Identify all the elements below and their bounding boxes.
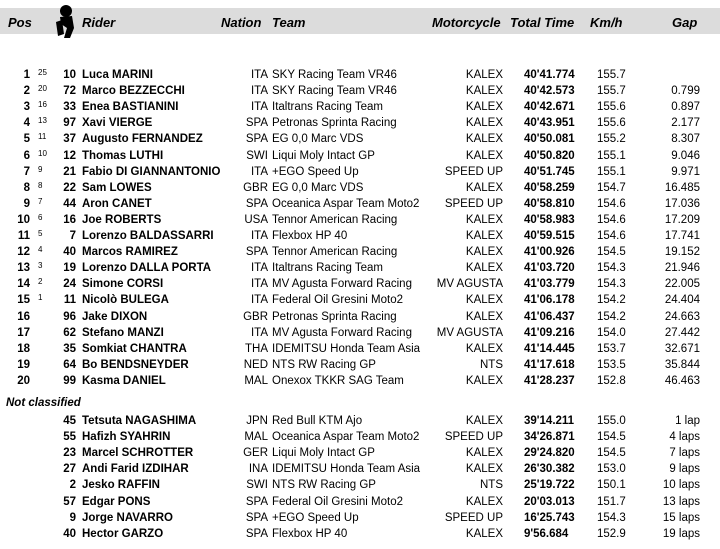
rider-name: Hafizh SYAHRIN (82, 431, 171, 444)
gap-to-leader: 27.442 (664, 326, 700, 339)
rider-nation: ITA (250, 69, 268, 81)
average-speed: 155.2 (597, 133, 626, 146)
gap-to-leader: 9 laps (669, 463, 700, 476)
average-speed: 155.6 (597, 117, 626, 130)
gap-to-leader: 19.152 (664, 246, 700, 259)
average-speed: 154.7 (597, 181, 626, 194)
rider-name: Somkiat CHANTRA (82, 342, 187, 355)
grid-position: 7 (38, 196, 43, 206)
rider-name: Fabio DI GIANNANTONIO (82, 165, 221, 178)
rider-number: 19 (63, 262, 76, 275)
team-name: Italtrans Racing Team (272, 262, 384, 275)
rider-name: Joe ROBERTS (82, 213, 162, 226)
table-row (0, 526, 720, 542)
average-speed: 152.9 (597, 527, 626, 540)
gap-to-leader: 0.799 (671, 85, 700, 98)
motorcycle-rider-icon (52, 4, 78, 40)
gap-to-leader: 17.209 (664, 213, 700, 226)
rider-number: 97 (63, 117, 76, 130)
row-position: 13 (17, 262, 30, 275)
total-time: 40'58.810 (524, 197, 575, 210)
rider-name: Luca MARINI (82, 69, 153, 81)
average-speed: 154.2 (597, 294, 626, 307)
rider-name: Marco BEZZECCHI (82, 85, 185, 98)
row-position: 20 (17, 374, 30, 387)
grid-position: 25 (38, 68, 47, 77)
average-speed: 155.7 (597, 69, 626, 81)
rider-nation: GBR (243, 181, 268, 194)
motorcycle-make: KALEX (465, 294, 503, 307)
rider-number: 99 (63, 374, 76, 387)
motorcycle-make: KALEX (465, 374, 503, 387)
total-time: 41'00.926 (524, 246, 575, 259)
grid-position: 6 (38, 212, 43, 222)
table-row (0, 228, 720, 244)
table-row (0, 244, 720, 260)
team-name: NTS RW Racing GP (272, 358, 376, 371)
table-row (0, 325, 720, 341)
gap-to-leader: 19 laps (662, 527, 700, 540)
header-team: Team (272, 15, 306, 30)
rider-number: 44 (63, 197, 76, 210)
row-position: 19 (17, 358, 30, 371)
row-position: 16 (17, 310, 30, 323)
rider-name: Simone CORSI (82, 278, 164, 291)
motorcycle-make: KALEX (465, 246, 503, 259)
table-row (0, 292, 720, 308)
rider-number: 96 (63, 310, 76, 323)
gap-to-leader: 16.485 (664, 181, 700, 194)
total-time: 25'19.722 (524, 479, 575, 492)
rider-name: Augusto FERNANDEZ (82, 133, 203, 146)
rider-nation: SWI (246, 479, 268, 492)
rider-name: Marcos RAMIREZ (82, 246, 178, 259)
table-row (0, 260, 720, 276)
rider-number: 62 (63, 326, 76, 339)
motorcycle-make: SPEED UP (444, 197, 503, 210)
total-time: 34'26.871 (524, 431, 575, 444)
average-speed: 153.5 (597, 358, 626, 371)
motorcycle-make: SPEED UP (444, 431, 503, 444)
average-speed: 154.3 (597, 278, 626, 291)
gap-to-leader: 0.897 (671, 101, 700, 114)
team-name: Onexox TKKR SAG Team (272, 374, 404, 387)
row-position: 14 (17, 278, 30, 291)
average-speed: 154.5 (597, 246, 626, 259)
total-time: 40'42.671 (524, 101, 575, 114)
total-time: 29'24.820 (524, 447, 575, 460)
motorcycle-make: KALEX (465, 415, 503, 427)
total-time: 40'58.983 (524, 213, 575, 226)
rider-name: Tetsuta NAGASHIMA (82, 415, 197, 427)
motorcycle-make: NTS (480, 358, 503, 371)
rider-name: Bo BENDSNEYDER (82, 358, 189, 371)
rider-name: Jorge NAVARRO (82, 511, 173, 524)
table-row (0, 461, 720, 477)
header-rider: Rider (82, 15, 116, 30)
gap-to-leader: 1 lap (675, 415, 700, 427)
average-speed: 154.5 (597, 447, 626, 460)
rider-number: 57 (63, 495, 76, 508)
rider-number: 12 (63, 149, 76, 162)
row-position: 10 (17, 213, 30, 226)
header-pos: Pos (8, 15, 32, 30)
team-name: Italtrans Racing Team (272, 101, 384, 114)
rider-nation: GBR (243, 310, 268, 323)
rider-nation: SPA (245, 511, 268, 524)
total-time: 40'41.774 (524, 69, 575, 81)
average-speed: 154.6 (597, 230, 626, 242)
row-position: 7 (23, 165, 30, 178)
gap-to-leader: 24.663 (664, 310, 700, 323)
table-row (0, 510, 720, 526)
gap-to-leader: 2.177 (671, 117, 700, 130)
total-time: 41'14.445 (524, 342, 575, 355)
rider-nation: ITA (250, 101, 268, 114)
rider-number: 7 (69, 230, 76, 242)
rider-number: 24 (63, 278, 76, 291)
rider-number: 37 (63, 133, 76, 146)
total-time: 40'42.573 (524, 85, 575, 98)
team-name: Federal Oil Gresini Moto2 (272, 495, 404, 508)
gap-to-leader: 10 laps (662, 479, 700, 492)
rider-number: 33 (63, 101, 76, 114)
motorcycle-make: KALEX (465, 463, 503, 476)
table-row (0, 341, 720, 357)
table-row (0, 115, 720, 131)
average-speed: 152.8 (597, 374, 626, 387)
rider-nation: JPN (246, 415, 268, 427)
rider-number: 9 (69, 511, 76, 524)
team-name: Tennor American Racing (272, 246, 398, 259)
team-name: Red Bull KTM Ajo (272, 415, 363, 427)
rider-number: 35 (63, 342, 76, 355)
total-time: 40'51.745 (524, 165, 575, 178)
team-name: Federal Oil Gresini Moto2 (272, 294, 404, 307)
rider-number: 45 (63, 415, 76, 427)
team-name: Oceanica Aspar Team Moto2 (272, 431, 420, 444)
gap-to-leader: 17.741 (664, 230, 700, 242)
rider-nation: ITA (250, 165, 268, 178)
gap-to-leader: 8.307 (671, 133, 700, 146)
rider-name: Marcel SCHROTTER (82, 447, 194, 460)
row-position: 1 (23, 69, 30, 81)
grid-position: 10 (38, 148, 47, 158)
gap-to-leader: 21.946 (664, 262, 700, 275)
not-classified-heading: Not classified (6, 397, 81, 409)
motorcycle-make: KALEX (465, 495, 503, 508)
table-row (0, 357, 720, 373)
team-name: Liqui Moly Intact GP (272, 149, 375, 162)
total-time: 41'09.216 (524, 326, 575, 339)
header-gap: Gap (672, 15, 698, 30)
rider-name: Sam LOWES (82, 181, 152, 194)
row-position: 12 (17, 246, 30, 259)
team-name: Flexbox HP 40 (272, 230, 348, 242)
team-name: Petronas Sprinta Racing (272, 310, 397, 323)
motorcycle-make: KALEX (465, 181, 503, 194)
rider-number: 40 (63, 527, 76, 540)
rider-number: 23 (63, 447, 76, 460)
rider-name: Aron CANET (82, 197, 152, 210)
grid-position: 11 (38, 132, 47, 142)
motorcycle-make: NTS (480, 479, 503, 492)
total-time: 41'17.618 (524, 358, 575, 371)
average-speed: 155.6 (597, 101, 626, 114)
row-position: 11 (17, 230, 30, 242)
average-speed: 153.7 (597, 342, 626, 355)
rider-number: 40 (63, 246, 76, 259)
team-name: Flexbox HP 40 (272, 527, 348, 540)
header-kmh: Km/h (590, 15, 623, 30)
rider-name: Nicolò BULEGA (82, 294, 169, 307)
motorcycle-make: SPEED UP (444, 511, 503, 524)
gap-to-leader: 35.844 (664, 358, 700, 371)
team-name: NTS RW Racing GP (272, 479, 376, 492)
gap-to-leader: 9.046 (671, 149, 700, 162)
rider-name: Thomas LUTHI (82, 149, 164, 162)
table-row (0, 494, 720, 510)
rider-nation: THA (245, 342, 268, 355)
rider-name: Xavi VIERGE (82, 117, 153, 130)
rider-nation: SPA (245, 117, 268, 130)
gap-to-leader: 15 laps (662, 511, 700, 524)
row-position: 9 (23, 197, 30, 210)
total-time: 41'03.779 (524, 278, 575, 291)
motorcycle-make: KALEX (465, 149, 503, 162)
rider-name: Lorenzo DALLA PORTA (82, 262, 212, 275)
total-time: 41'28.237 (524, 374, 575, 387)
rider-name: Edgar PONS (82, 495, 151, 508)
rider-nation: SWI (246, 149, 268, 162)
total-time: 40'43.951 (524, 117, 575, 130)
rider-name: Stefano MANZI (82, 326, 164, 339)
team-name: MV Agusta Forward Racing (272, 326, 412, 339)
rider-name: Enea BASTIANINI (82, 101, 179, 114)
table-row (0, 180, 720, 196)
average-speed: 155.1 (597, 149, 626, 162)
row-position: 5 (23, 133, 30, 146)
total-time: 26'30.382 (524, 463, 575, 476)
rider-number: 22 (63, 181, 76, 194)
table-row (0, 99, 720, 115)
header-motorcycle: Motorcycle (432, 15, 501, 30)
table-row (0, 477, 720, 493)
table-row (0, 67, 720, 83)
rider-name: Lorenzo BALDASSARRI (82, 230, 214, 242)
header-total-time: Total Time (510, 15, 575, 30)
rider-name: Kasma DANIEL (82, 374, 166, 387)
rider-nation: SPA (245, 527, 268, 540)
rider-nation: SPA (245, 495, 268, 508)
average-speed: 154.2 (597, 310, 626, 323)
team-name: SKY Racing Team VR46 (272, 85, 397, 98)
motorcycle-make: KALEX (465, 117, 503, 130)
rider-number: 16 (63, 213, 76, 226)
row-position: 8 (23, 181, 30, 194)
rider-number: 11 (63, 294, 76, 307)
team-name: EG 0,0 Marc VDS (272, 133, 364, 146)
rider-nation: ITA (250, 262, 268, 275)
motorcycle-make: KALEX (465, 262, 503, 275)
rider-nation: USA (244, 213, 268, 226)
table-row (0, 309, 720, 325)
average-speed: 154.5 (597, 431, 626, 444)
row-position: 18 (17, 342, 30, 355)
rider-nation: GER (243, 447, 268, 460)
motorcycle-make: SPEED UP (444, 165, 503, 178)
team-name: Petronas Sprinta Racing (272, 117, 397, 130)
rider-number: 2 (69, 479, 76, 492)
rider-nation: SPA (245, 133, 268, 146)
motorcycle-make: KALEX (465, 133, 503, 146)
average-speed: 154.6 (597, 197, 626, 210)
team-name: Oceanica Aspar Team Moto2 (272, 197, 420, 210)
total-time: 20'03.013 (524, 495, 575, 508)
average-speed: 151.7 (597, 495, 626, 508)
team-name: +EGO Speed Up (272, 511, 359, 524)
rider-nation: INA (248, 463, 268, 476)
grid-position: 3 (38, 261, 43, 271)
team-name: Liqui Moly Intact GP (272, 447, 375, 460)
table-row (0, 373, 720, 389)
gap-to-leader: 13 laps (662, 495, 700, 508)
table-row (0, 131, 720, 147)
rider-name: Jesko RAFFIN (82, 479, 160, 492)
motorcycle-make: KALEX (465, 310, 503, 323)
gap-to-leader: 46.463 (664, 374, 700, 387)
motorcycle-make: KALEX (465, 213, 503, 226)
table-row (0, 148, 720, 164)
grid-position: 8 (38, 180, 43, 190)
table-row (0, 413, 720, 429)
gap-to-leader: 7 laps (669, 447, 700, 460)
team-name: IDEMITSU Honda Team Asia (272, 342, 421, 355)
total-time: 16'25.743 (524, 511, 575, 524)
row-position: 4 (23, 117, 30, 130)
rider-nation: SPA (245, 197, 268, 210)
average-speed: 155.1 (597, 165, 626, 178)
table-row (0, 164, 720, 180)
table-row (0, 276, 720, 292)
gap-to-leader: 9.971 (671, 165, 700, 178)
rider-number: 55 (63, 431, 76, 444)
grid-position: 20 (38, 84, 47, 94)
rider-nation: ITA (250, 85, 268, 98)
table-row (0, 83, 720, 99)
total-time: 41'03.720 (524, 262, 575, 275)
motorcycle-make: KALEX (465, 85, 503, 98)
rider-name: Andi Farid IZDIHAR (82, 463, 189, 476)
grid-position: 4 (38, 245, 43, 255)
rider-number: 64 (63, 358, 76, 371)
rider-nation: MAL (244, 431, 268, 444)
rider-nation: ITA (250, 294, 268, 307)
average-speed: 154.3 (597, 262, 626, 275)
average-speed: 150.1 (597, 479, 626, 492)
row-position: 3 (23, 101, 30, 114)
table-row (0, 196, 720, 212)
grid-position: 1 (38, 293, 43, 303)
total-time: 40'58.259 (524, 181, 575, 194)
grid-position: 9 (38, 164, 43, 174)
motorcycle-make: KALEX (465, 447, 503, 460)
average-speed: 154.0 (597, 326, 626, 339)
average-speed: 154.6 (597, 213, 626, 226)
rider-number: 21 (63, 165, 76, 178)
row-position: 6 (23, 149, 30, 162)
grid-position: 5 (38, 229, 43, 238)
row-position: 15 (17, 294, 30, 307)
grid-position: 2 (38, 277, 43, 287)
rider-name: Hector GARZO (82, 527, 164, 540)
team-name: MV Agusta Forward Racing (272, 278, 412, 291)
average-speed: 154.3 (597, 511, 626, 524)
rider-nation: ITA (250, 326, 268, 339)
motorcycle-make: KALEX (465, 527, 503, 540)
motorcycle-make: MV AGUSTA (436, 326, 503, 339)
total-time: 40'59.515 (524, 230, 575, 242)
team-name: Tennor American Racing (272, 213, 398, 226)
rider-nation: NED (243, 358, 268, 371)
team-name: +EGO Speed Up (272, 165, 359, 178)
team-name: IDEMITSU Honda Team Asia (272, 463, 421, 476)
rider-number: 10 (63, 69, 76, 81)
total-time: 41'06.178 (524, 294, 575, 307)
average-speed: 155.0 (597, 415, 626, 427)
rider-nation: MAL (244, 374, 268, 387)
motorcycle-make: KALEX (465, 69, 503, 81)
average-speed: 153.0 (597, 463, 626, 476)
table-row (0, 445, 720, 461)
rider-nation: SPA (245, 246, 268, 259)
table-row (0, 429, 720, 445)
motorcycle-make: KALEX (465, 101, 503, 114)
total-time: 9'56.684 (524, 527, 569, 540)
motorcycle-make: KALEX (465, 230, 503, 242)
grid-position: 13 (38, 116, 47, 126)
team-name: SKY Racing Team VR46 (272, 69, 397, 81)
header-nation: Nation (221, 15, 262, 30)
total-time: 39'14.211 (524, 415, 575, 427)
rider-name: Jake DIXON (82, 310, 148, 323)
gap-to-leader: 4 laps (669, 431, 700, 444)
average-speed: 155.7 (597, 85, 626, 98)
rider-nation: ITA (250, 230, 268, 242)
gap-to-leader: 32.671 (664, 342, 700, 355)
motorcycle-make: MV AGUSTA (436, 278, 503, 291)
grid-position: 16 (38, 100, 47, 110)
row-position: 17 (17, 326, 30, 339)
total-time: 41'06.437 (524, 310, 575, 323)
rider-number: 27 (63, 463, 76, 476)
team-name: EG 0,0 Marc VDS (272, 181, 364, 194)
total-time: 40'50.081 (524, 133, 575, 146)
total-time: 40'50.820 (524, 149, 575, 162)
rider-nation: ITA (250, 278, 268, 291)
gap-to-leader: 24.404 (664, 294, 700, 307)
rider-number: 72 (63, 85, 76, 98)
gap-to-leader: 17.036 (664, 197, 700, 210)
gap-to-leader: 22.005 (664, 278, 700, 291)
table-row (0, 212, 720, 228)
motorcycle-make: KALEX (465, 342, 503, 355)
row-position: 2 (23, 85, 30, 98)
